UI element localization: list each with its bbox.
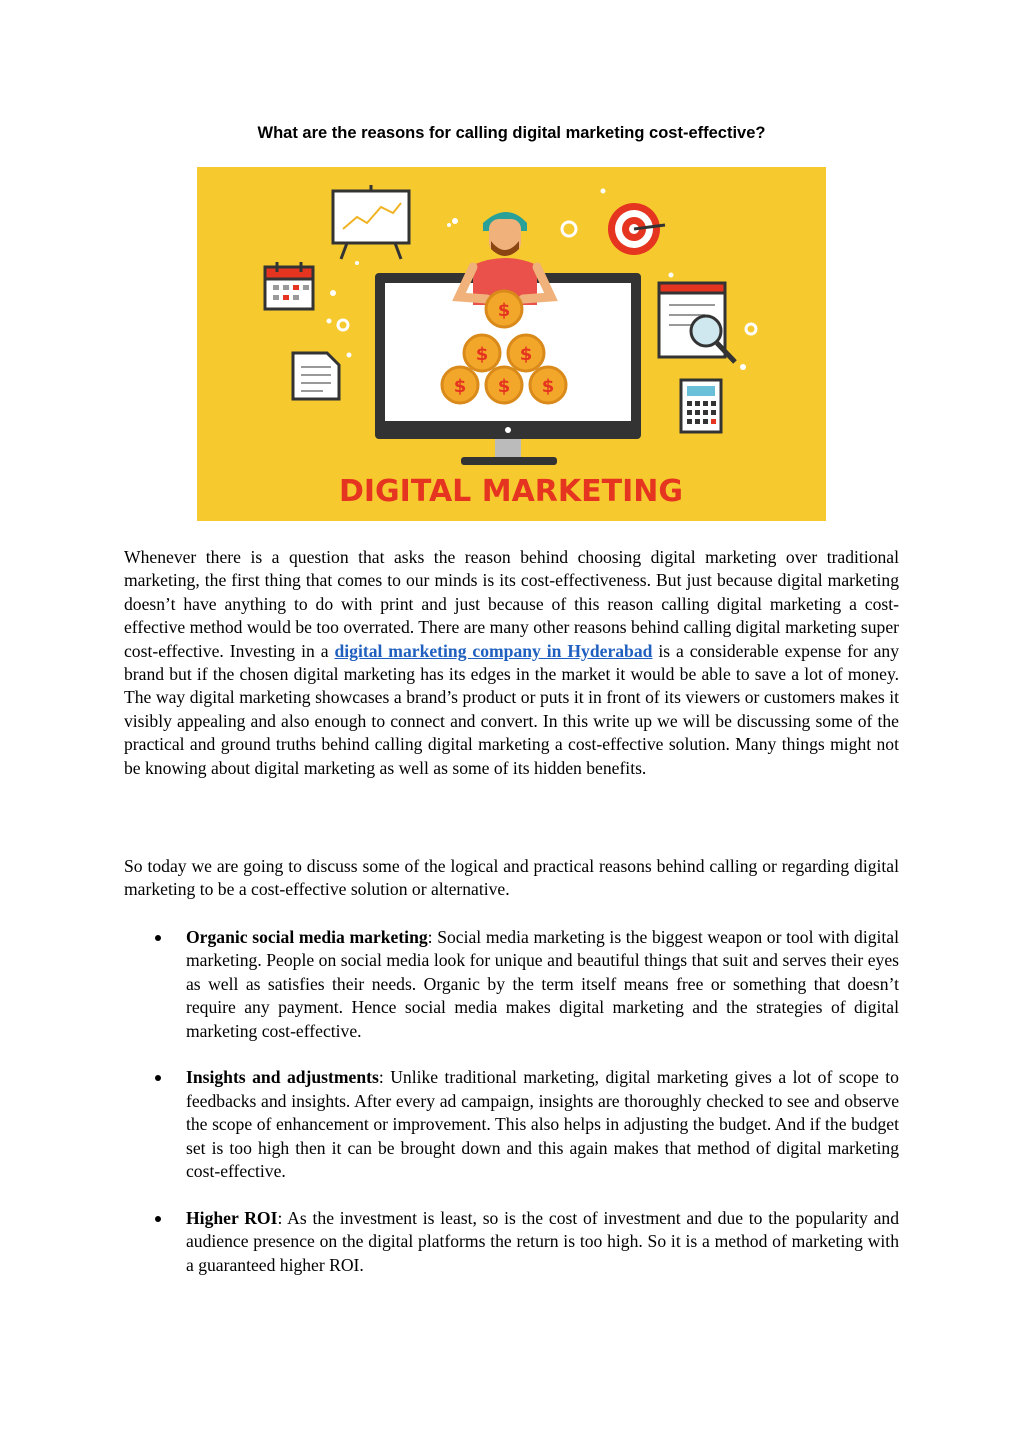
reasons-list [124,926,899,1300]
bullet-icon [155,935,161,941]
svg-text:$: $ [519,344,533,365]
coin [464,335,500,371]
bullet-icon [155,1075,161,1081]
list-item-heading: Insights and adjustments [186,1067,379,1088]
page-title: What are the reasons for calling digital marketing cost-effective? [257,124,766,142]
list-item-heading: Organic social media marketing [186,927,428,947]
calendar-icon [265,262,313,309]
svg-text:$: $ [475,344,489,365]
coin [486,291,522,327]
coin [486,367,522,403]
list-item [124,1207,899,1277]
list-item-text: : Unlike traditional marketing, digital marketing gives a lot of scope to feedbacks and insights. After every ad campaign, insights are thoroughly checked to see and observe the scope of enhancement or improvement. This also helps in adjusting the budget. And if the budget set is too high then it can be brought down and this again makes that method of digital marketing cost-effective. [186,1067,899,1182]
list-item [124,926,899,1043]
hero-illustration [197,167,826,521]
coin [530,367,566,403]
coin [442,367,478,403]
coin [508,335,544,371]
report-search-icon [659,283,735,362]
svg-text:$: $ [497,300,511,321]
svg-text:$: $ [453,376,467,397]
list-item-heading: Higher ROI [186,1207,278,1228]
list-item-text: : As the investment is least, so is the cost of investment and due to the popularity and audience presence on the digital platforms the return is too high. So it is a method of marketing with a guaranteed higher ROI. [186,1207,900,1275]
digital-marketing-company-link[interactable]: digital marketing company in Hyderabad [334,640,653,661]
svg-text:$: $ [541,376,555,397]
bullet-icon [155,1216,161,1222]
document-icon [293,353,339,399]
list-item-text: : Social media marketing is the biggest weapon or tool with digital marketing. People on social media look for unique and beautiful things that suit and serves their eyes as well as satisfies their needs. Organic by the term itself means free or something that doesn’t require any payment. Hence social media makes digital marketing and the strategies of digital marketing cost-effective. [186,927,899,1041]
calculator-icon [681,380,721,432]
second-paragraph: So today we are going to discuss some of the logical and practical reasons behind calling or regarding digital marketing to be a cost-effective solution or alternative. [124,856,899,900]
intro-text-start: Whenever there is a question that asks the reason behind choosing digital marketing over traditional marketing, the first thing that comes to our minds is its cost-effectiveness. But just because digital marketing doesn’t have anything to do with print and just because of this reason calling digital marketing a cost-effective method would be too overrated. There are many other reasons behind calling digital marketing super cost-effective. Investing in a [124,547,899,661]
svg-text:$: $ [497,376,511,397]
list-item [124,1066,899,1183]
intro-paragraph [124,546,899,780]
banner-text: DIGITAL MARKETING [338,474,684,509]
intro-text-end: is a considerable expense for any brand but if the chosen digital marketing has its edges in the market it would be able to save a lot of money. The way digital marketing showcases a brand’s product or puts it in front of its viewers or customers makes it visibly appealing and also enough to connect and convert. In this write up we will be discussing some of the practical and ground truths behind calling digital marketing a cost-effective solution. Many things might not be knowing about digital marketing as well as some of its hidden benefits. [124,640,900,778]
